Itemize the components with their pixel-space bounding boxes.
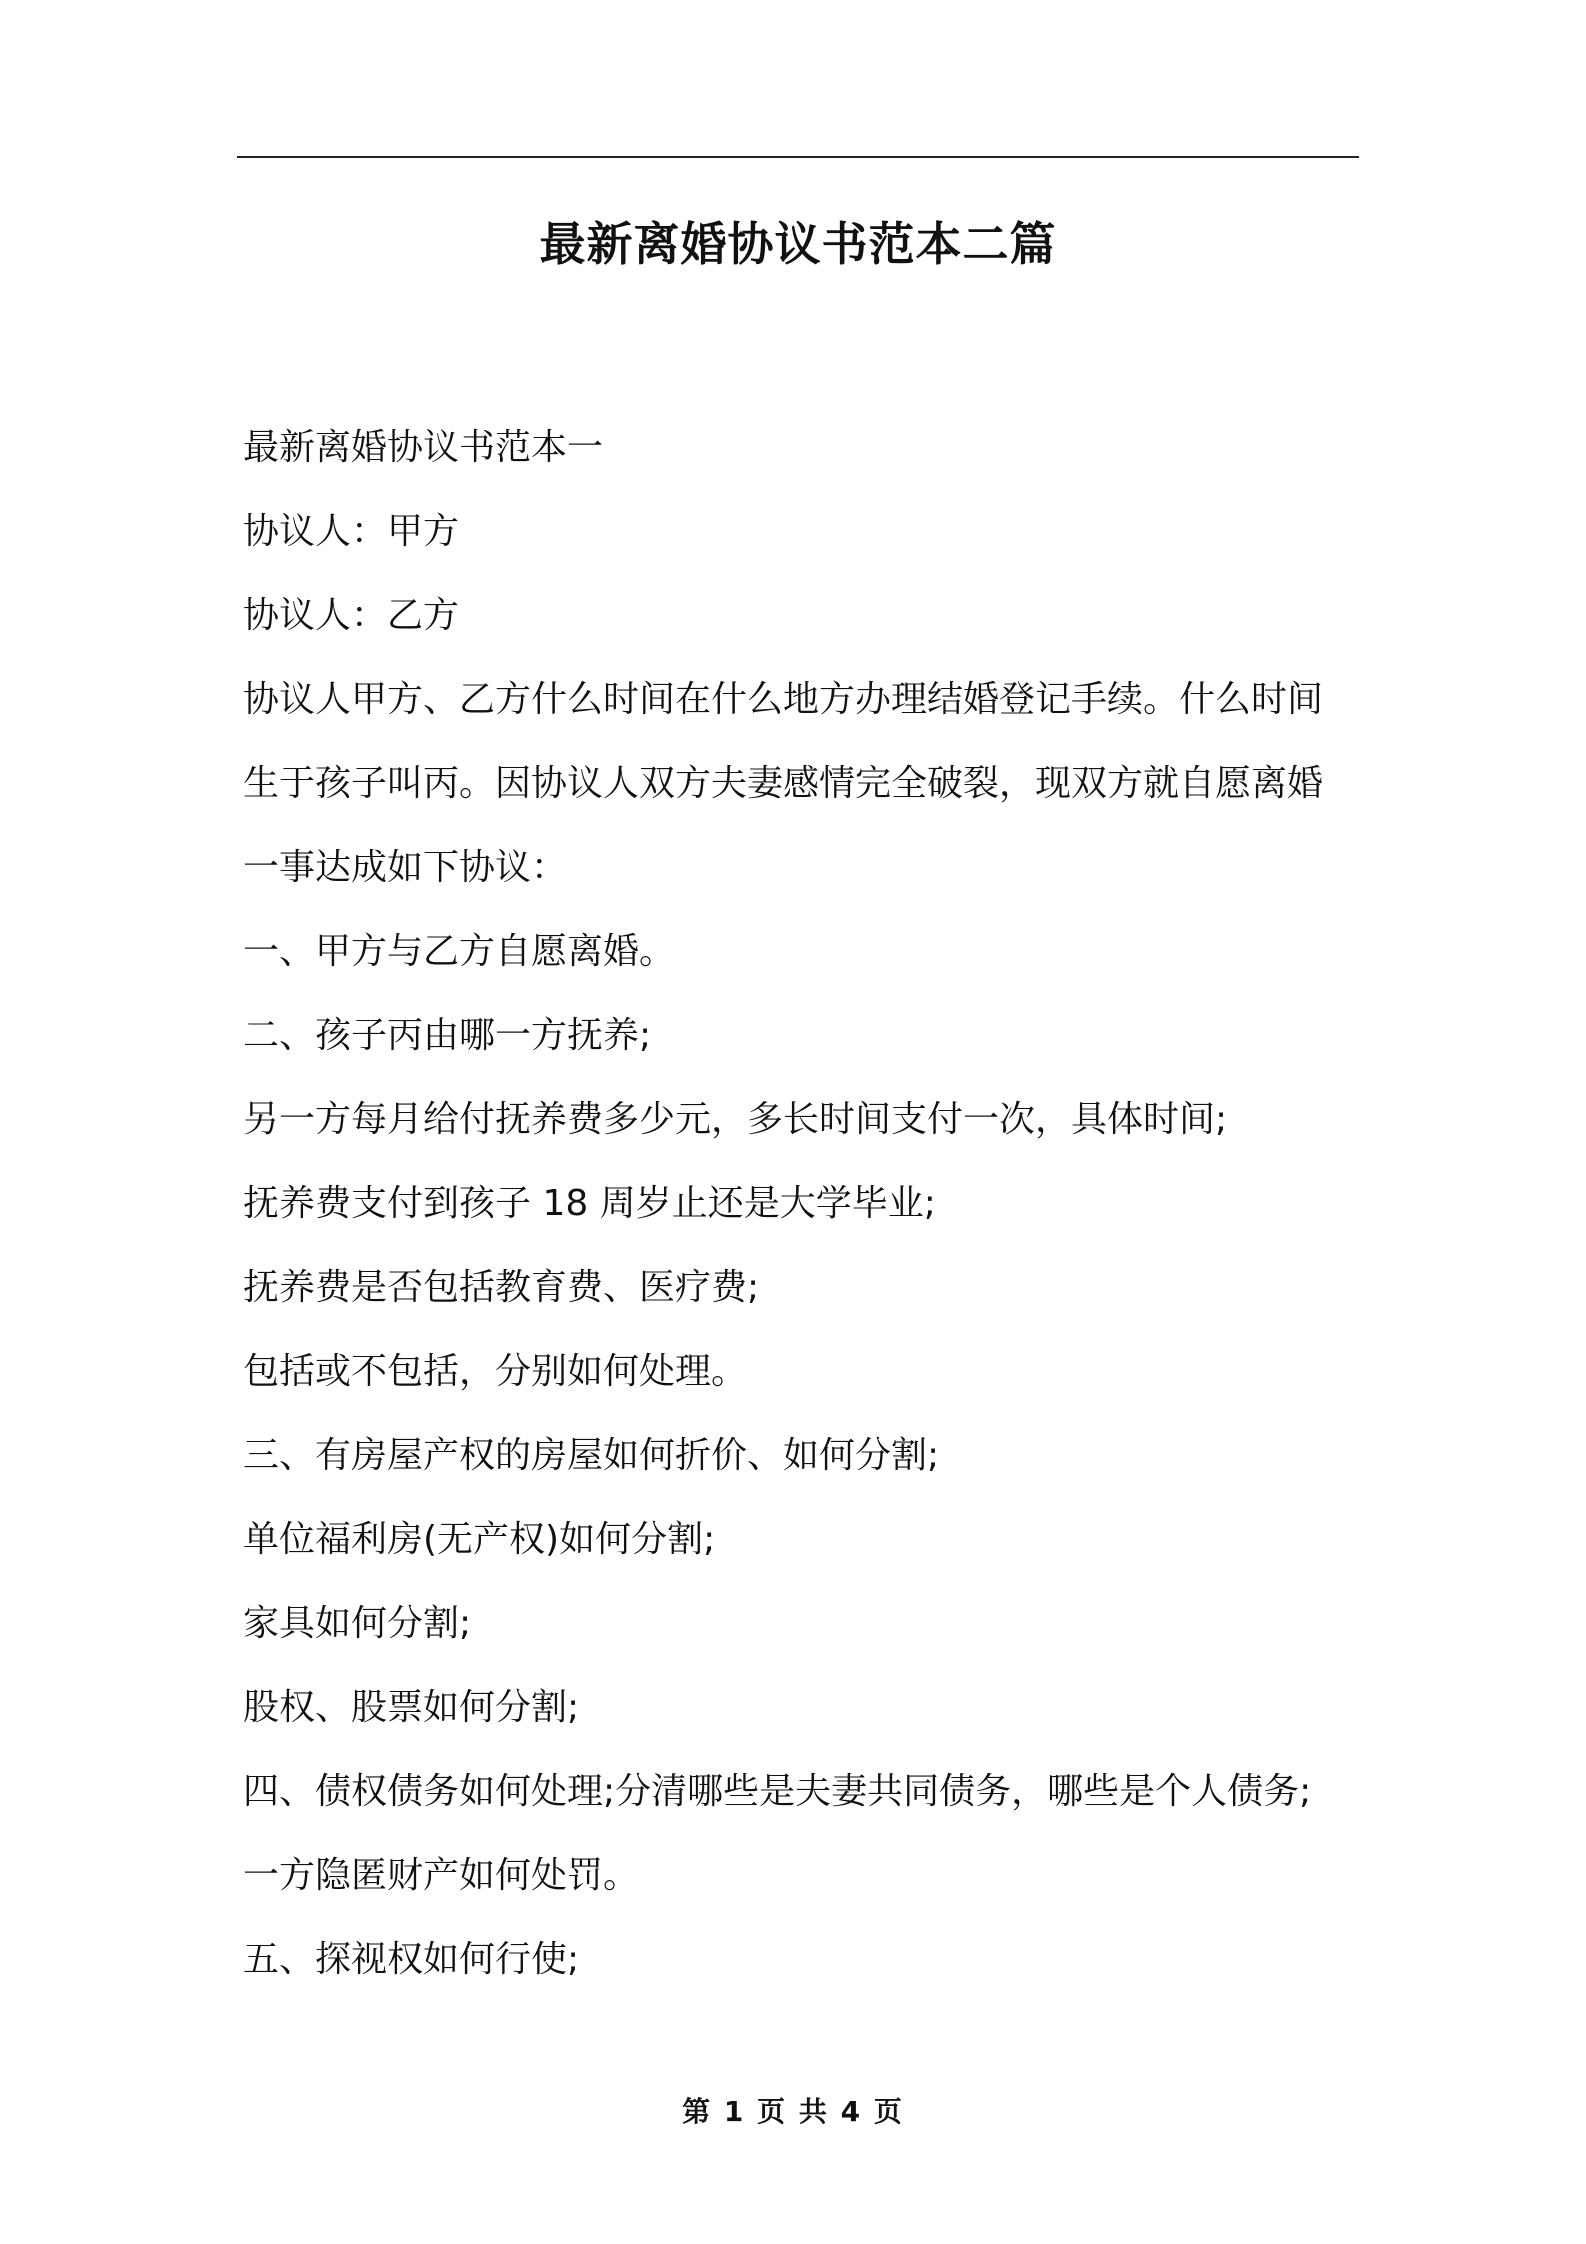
paragraph-line: 抚养费是否包括教育费、医疗费; bbox=[243, 1267, 760, 1308]
document-title: 最新离婚协议书范本二篇 bbox=[539, 217, 1057, 271]
paragraph-line: 家具如何分割; bbox=[243, 1603, 472, 1644]
paragraph-line: 协议人：甲方 bbox=[243, 511, 460, 552]
paragraph-line: 四、债权债务如何处理;分清哪些是夫妻共同债务，哪些是个人债务; bbox=[243, 1771, 1312, 1812]
header-rule bbox=[237, 156, 1359, 158]
paragraph-line: 协议人甲方、乙方什么时间在什么地方办理结婚登记手续。什么时间 bbox=[243, 679, 1324, 720]
paragraph-line: 一事达成如下协议： bbox=[243, 847, 568, 888]
paragraph-line: 生于孩子叫丙。因协议人双方夫妻感情完全破裂，现双方就自愿离婚 bbox=[243, 763, 1324, 804]
paragraph-line: 五、探视权如何行使; bbox=[243, 1939, 580, 1980]
paragraph-line: 抚养费支付到孩子 18 周岁止还是大学毕业; bbox=[243, 1183, 936, 1224]
paragraph-line: 二、孩子丙由哪一方抚养; bbox=[243, 1015, 652, 1056]
paragraph-line: 一、甲方与乙方自愿离婚。 bbox=[243, 931, 676, 972]
paragraph-line: 单位福利房(无产权)如何分割; bbox=[243, 1519, 716, 1560]
paragraph-line: 包括或不包括，分别如何处理。 bbox=[243, 1351, 748, 1392]
paragraph-line: 另一方每月给付抚养费多少元，多长时间支付一次，具体时间; bbox=[243, 1099, 1228, 1140]
paragraph-line: 一方隐匿财产如何处罚。 bbox=[243, 1855, 640, 1896]
paragraph-line: 股权、股票如何分割; bbox=[243, 1687, 580, 1728]
paragraph-line: 协议人：乙方 bbox=[243, 595, 460, 636]
paragraph-line: 三、有房屋产权的房屋如何折价、如何分割; bbox=[243, 1435, 940, 1476]
document-body bbox=[243, 406, 1363, 2002]
page-footer: 第 1 页 共 4 页 bbox=[682, 2095, 904, 2128]
paragraph-line: 最新离婚协议书范本一 bbox=[243, 427, 604, 468]
